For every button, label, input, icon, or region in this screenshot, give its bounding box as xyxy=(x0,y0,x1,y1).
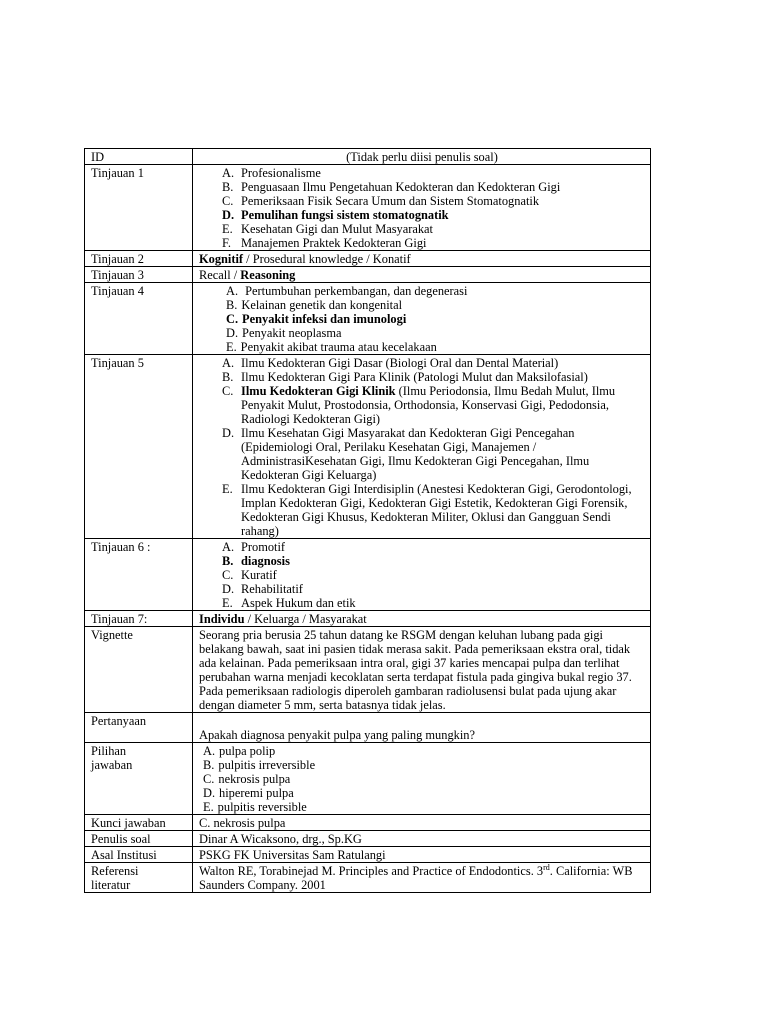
reference-text-main: Walton RE, Torabinejad M. Principles and Practice of Endodontics. 3 xyxy=(199,864,544,878)
list-item xyxy=(199,370,645,384)
list-text: Kesehatan Gigi dan Mulut Masyarakat xyxy=(241,222,434,236)
list-text: Manajemen Praktek Kedokteran Gigi xyxy=(241,236,427,250)
answer-options-list xyxy=(199,744,645,814)
list-text: hiperemi pulpa xyxy=(219,786,294,800)
tinjauan-5-value xyxy=(193,355,651,539)
list-text-rest: Ilmu Kedokteran Gigi Interdisiplin (Anestesi Kedokteran Gigi, Gerodontologi, Implan Kedokteran Gigi, Kedokteran Gigi Estetik, Kedokteran Gigi Forensik, Kedokteran Gigi Khusus, Kedokteran Militer, Oklusi dan Gangguan Sendi rahang) xyxy=(241,482,632,538)
tinjauan-4-value xyxy=(193,283,651,355)
list-text: Kelainan genetik dan kongenital xyxy=(241,298,403,312)
list-text xyxy=(222,356,645,370)
tinjauan-2-value xyxy=(193,251,651,267)
list-item xyxy=(199,758,645,772)
list-letter: C. xyxy=(222,568,234,582)
list-item xyxy=(199,208,645,222)
tinjauan-1-value xyxy=(193,165,651,251)
list-item xyxy=(199,596,645,610)
tinjauan-7-selected: Individu xyxy=(199,612,245,626)
list-text: Pertumbuhan perkembangan, dan degenerasi xyxy=(242,284,468,298)
list-item xyxy=(199,194,645,208)
row-reference xyxy=(85,863,651,893)
row-tinjauan-6 xyxy=(85,539,651,611)
list-letter: E. xyxy=(203,800,214,814)
list-letter: C. xyxy=(222,384,234,398)
tinjauan-3-selected: Reasoning xyxy=(240,268,296,282)
list-item xyxy=(199,744,645,758)
vignette-text: Seorang pria berusia 25 tahun datang ke RSGM dengan keluhan lubang pada gigi belakang bawah, saat ini pasien tidak merasa sakit. Pada pemeriksaan ekstra oral, tidak ada kelainan. Pada pemeriksaan intra oral, gigi 37 karies mencapai pulpa dan terlihat perubahan warna menjadi kecoklatan serta terdapat fistula pada gingiva bukal regio 37. Pada pemeriksaan radiologis diperoleh gambaran radiolusensi bulat pada ujung akar dengan diameter 5 mm, serta batasnya tidak jelas. xyxy=(193,627,651,713)
row-label: Tinjauan 2 xyxy=(85,251,193,267)
list-text: Profesionalisme xyxy=(241,166,321,180)
list-letter: B. xyxy=(222,554,234,568)
row-tinjauan-1 xyxy=(85,165,651,251)
row-label xyxy=(85,863,193,893)
list-text-rest: (Ilmu Periodonsia, Ilmu Bedah Mulut, Ilmu Penyakit Mulut, Prostodonsia, Orthodonsia, Konservasi Gigi, Pedodonsia, Radiologi Kedokteran Gigi) xyxy=(241,384,616,426)
row-label: Tinjauan 7: xyxy=(85,611,193,627)
row-label: Tinjauan 5 xyxy=(85,355,193,539)
answer-key: C. nekrosis pulpa xyxy=(193,815,651,831)
list-item xyxy=(199,786,645,800)
row-label xyxy=(85,743,193,815)
list-item xyxy=(199,800,645,814)
list-item xyxy=(199,298,645,312)
list-letter: E. xyxy=(222,596,233,610)
tinjauan-1-list xyxy=(199,166,645,250)
list-letter: D. xyxy=(203,786,216,800)
tinjauan-6-value xyxy=(193,539,651,611)
reference-superscript: rd xyxy=(543,862,550,872)
list-item xyxy=(199,340,645,354)
list-text: Pemulihan fungsi sistem stomatognatik xyxy=(241,208,449,222)
tinjauan-4-list xyxy=(199,284,645,354)
list-letter: B. xyxy=(222,370,234,384)
list-item xyxy=(199,166,645,180)
list-letter: B. xyxy=(226,298,238,312)
list-letter: C. xyxy=(226,312,239,326)
tinjauan-2-rest: / Prosedural knowledge / Konatif xyxy=(243,252,411,266)
list-item xyxy=(199,426,645,482)
list-letter: B. xyxy=(203,758,215,772)
tinjauan-7-value xyxy=(193,611,651,627)
row-options xyxy=(85,743,651,815)
list-letter: E. xyxy=(222,482,233,496)
institution-name: PSKG FK Universitas Sam Ratulangi xyxy=(193,847,651,863)
list-text: Kuratif xyxy=(241,568,277,582)
list-letter: A. xyxy=(226,284,239,298)
reference-text-tail: . California: WB Saunders Company. 2001 xyxy=(199,864,633,892)
list-text-rest: Ilmu Kesehatan Gigi Masyarakat dan Kedokteran Gigi Pencegahan (Epidemiologi Oral, Perilaku Kesehatan Gigi, Manajemen / AdministrasiKesehatan Gigi, Ilmu Kedokteran Gigi Pencegahan, Ilmu Kedokteran Gigi Keluarga) xyxy=(241,426,590,482)
row-label: Penulis soal xyxy=(85,831,193,847)
row-label: Tinjauan 6 : xyxy=(85,539,193,611)
list-letter: B. xyxy=(222,180,234,194)
tinjauan-2-selected: Kognitif xyxy=(199,252,244,266)
list-item xyxy=(199,356,645,370)
list-text xyxy=(222,482,645,538)
list-item xyxy=(199,582,645,596)
row-label: Tinjauan 4 xyxy=(85,283,193,355)
list-item xyxy=(199,284,645,298)
list-letter: E. xyxy=(222,222,233,236)
question-form-table xyxy=(84,148,651,893)
list-letter: E. xyxy=(226,340,237,354)
id-value: (Tidak perlu diisi penulis soal) xyxy=(193,149,651,165)
list-text: Penguasaan Ilmu Pengetahuan Kedokteran dan Kedokteran Gigi xyxy=(241,180,561,194)
list-item xyxy=(199,384,645,426)
list-text: nekrosis pulpa xyxy=(218,772,291,786)
question-cell xyxy=(193,713,651,743)
row-label: ID xyxy=(85,149,193,165)
row-label: Tinjauan 1 xyxy=(85,165,193,251)
list-letter: F. xyxy=(222,236,231,250)
list-item xyxy=(199,236,645,250)
row-label: Asal Institusi xyxy=(85,847,193,863)
tinjauan-6-list xyxy=(199,540,645,610)
row-tinjauan-3 xyxy=(85,267,651,283)
list-letter: D. xyxy=(222,208,235,222)
list-text: Rehabilitatif xyxy=(241,582,303,596)
list-text: Aspek Hukum dan etik xyxy=(241,596,356,610)
list-text: Pemeriksaan Fisik Secara Umum dan Sistem Stomatognatik xyxy=(241,194,540,208)
list-item xyxy=(199,772,645,786)
reference-text xyxy=(193,863,651,893)
row-tinjauan-7 xyxy=(85,611,651,627)
reference-label-line2: literatur xyxy=(91,878,131,892)
list-text: Promotif xyxy=(241,540,286,554)
list-text-rest: Ilmu Kedokteran Gigi Dasar (Biologi Oral dan Dental Material) xyxy=(241,356,559,370)
list-item xyxy=(199,554,645,568)
tinjauan-7-rest: / Keluarga / Masyarakat xyxy=(244,612,367,626)
list-text: diagnosis xyxy=(241,554,290,568)
list-item xyxy=(199,568,645,582)
list-letter: A. xyxy=(203,744,216,758)
list-text: Penyakit neoplasma xyxy=(242,326,342,340)
reference-label-line1: Referensi xyxy=(91,864,139,878)
list-item xyxy=(199,540,645,554)
list-item xyxy=(199,326,645,340)
row-tinjauan-4 xyxy=(85,283,651,355)
list-letter: A. xyxy=(222,166,235,180)
list-letter: C. xyxy=(203,772,215,786)
row-label: Vignette xyxy=(85,627,193,713)
question-text: Apakah diagnosa penyakit pulpa yang paling mungkin? xyxy=(199,728,475,742)
tinjauan-5-list xyxy=(199,356,645,538)
options-label-line2: jawaban xyxy=(91,758,133,772)
list-text xyxy=(222,384,645,426)
list-text: Penyakit akibat trauma atau kecelakaan xyxy=(240,340,437,354)
options-label-line1: Pilihan xyxy=(91,744,127,758)
row-key xyxy=(85,815,651,831)
list-letter: D. xyxy=(222,582,235,596)
row-question xyxy=(85,713,651,743)
list-item xyxy=(199,312,645,326)
list-text: pulpitis irreversible xyxy=(218,758,316,772)
options-cell xyxy=(193,743,651,815)
row-label: Kunci jawaban xyxy=(85,815,193,831)
row-institution xyxy=(85,847,651,863)
list-letter: D. xyxy=(226,326,239,340)
tinjauan-3-plain: Recall / xyxy=(199,268,241,282)
list-letter: A. xyxy=(222,356,235,370)
row-tinjauan-2 xyxy=(85,251,651,267)
list-item xyxy=(199,482,645,538)
list-text xyxy=(222,426,645,482)
row-vignette xyxy=(85,627,651,713)
list-text-rest: Ilmu Kedokteran Gigi Para Klinik (Patologi Mulut dan Maksilofasial) xyxy=(241,370,588,384)
tinjauan-3-value xyxy=(193,267,651,283)
row-tinjauan-5 xyxy=(85,355,651,539)
row-id xyxy=(85,149,651,165)
row-author xyxy=(85,831,651,847)
row-label: Pertanyaan xyxy=(85,713,193,743)
list-item xyxy=(199,222,645,236)
list-letter: D. xyxy=(222,426,235,440)
list-item xyxy=(199,180,645,194)
list-text xyxy=(222,370,645,384)
list-text: Penyakit infeksi dan imunologi xyxy=(242,312,407,326)
list-text-bold: Ilmu Kedokteran Gigi Klinik xyxy=(241,384,396,398)
row-label: Tinjauan 3 xyxy=(85,267,193,283)
list-letter: A. xyxy=(222,540,235,554)
list-text: pulpa polip xyxy=(219,744,276,758)
list-letter: C. xyxy=(222,194,234,208)
list-text: pulpitis reversible xyxy=(217,800,307,814)
author-name: Dinar A Wicaksono, drg., Sp.KG xyxy=(193,831,651,847)
